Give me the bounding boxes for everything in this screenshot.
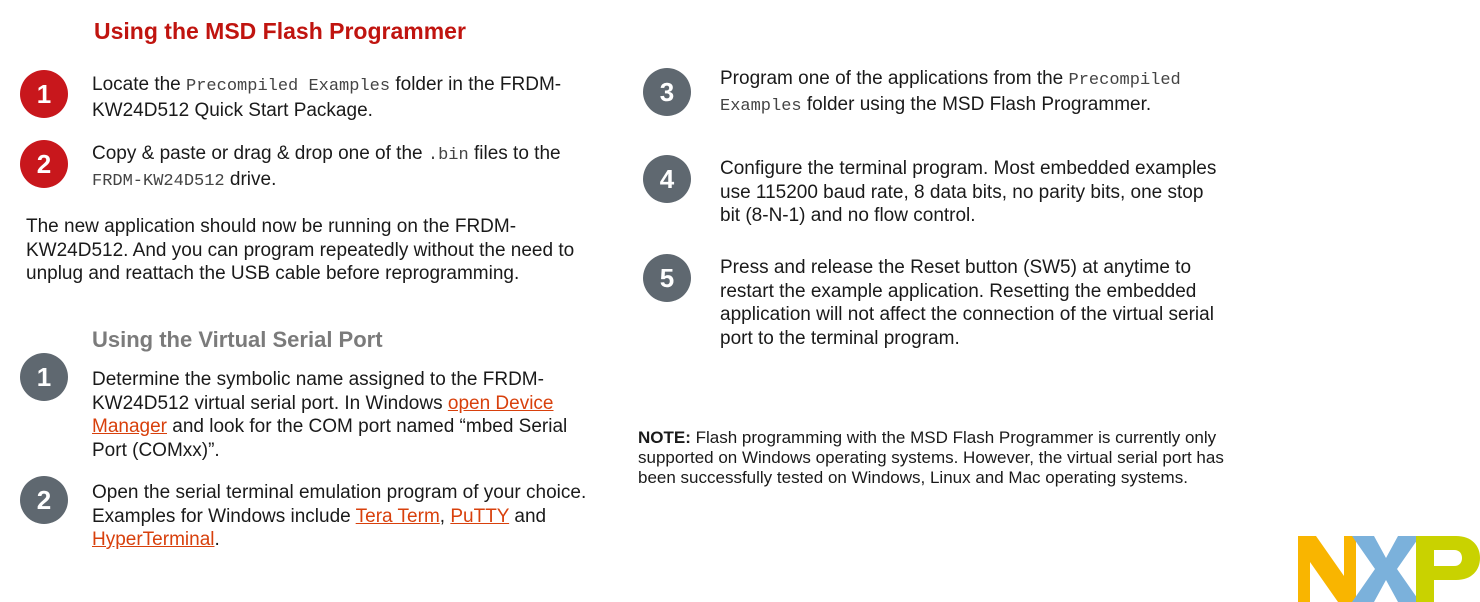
step-number-badge — [20, 353, 68, 401]
page-title: Using the MSD Flash Programmer — [94, 18, 466, 44]
step-number-badge — [643, 254, 691, 302]
step-text-part: Open the serial terminal emulation program of your choice. Examples for Windows include — [92, 482, 587, 527]
step-text-part: , — [439, 505, 451, 527]
step-text-part: drive. — [224, 168, 277, 190]
step-number-badge — [20, 476, 68, 524]
step-text-part: and — [509, 505, 547, 527]
right-step-4-text: Configure the terminal program. Most embedded examples use 115200 baud rate, 8 data bits, no parity bits, one stop bit (8-N-1) and no flow control. — [720, 158, 1217, 226]
note-label: NOTE: — [638, 428, 691, 447]
msd-step-2-text — [92, 142, 607, 193]
code-text: FRDM-KW24D512 — [92, 171, 225, 191]
hyperterminal-link[interactable]: HyperTerminal — [92, 529, 215, 550]
step-number-badge — [20, 70, 68, 118]
step-text-part: files to the — [468, 143, 561, 164]
step-text-part: Program one of the applications from the — [720, 68, 1069, 89]
device-manager-link[interactable]: open Device Manager — [92, 392, 554, 437]
note-text: Flash programming with the MSD Flash Programmer is currently only supported on Windows operating systems. However, the virtual serial port has been successfully tested on Windows, Linux and Mac operating systems. — [638, 428, 1224, 487]
right-step-3-text — [720, 67, 1220, 118]
code-text: Precompiled Examples — [186, 77, 391, 96]
step-number: 1 — [36, 361, 52, 392]
logo-n-shape — [1298, 536, 1356, 602]
step-number-badge — [643, 155, 691, 203]
step-text-part: and look for the COM port named “mbed Serial Port (COMxx)”. — [92, 416, 568, 461]
right-step-5-text: Press and release the Reset button (SW5) at anytime to restart the example application. Resetting the embedded application will not affect the connection of the virtual serial port to the terminal program. — [720, 257, 1214, 349]
step-text-part: Locate the — [92, 74, 187, 95]
step-text-part: folder in the FRDM-KW24D512 Quick Start Package. — [92, 74, 562, 121]
step-number: 5 — [659, 262, 675, 293]
msd-result-paragraph: The new application should now be running on the FRDM-KW24D512. And you can program repeatedly without the need to unplug and reattach the USB cable before reprogramming. — [26, 216, 575, 284]
step-text-part: folder using the MSD Flash Programmer. — [801, 93, 1152, 115]
step-number: 4 — [659, 163, 675, 194]
step-number: 2 — [36, 148, 52, 179]
step-number: 2 — [36, 484, 52, 515]
nxp-logo-icon — [1298, 536, 1480, 602]
tera-term-link[interactable]: Tera Term — [355, 505, 440, 527]
step-number-badge — [643, 68, 691, 116]
section-subtitle: Using the Virtual Serial Port — [92, 327, 383, 352]
step-text-part: Determine the symbolic name assigned to the FRDM-KW24D512 virtual serial port. In Windows — [92, 369, 544, 414]
code-text: Precompiled Examples — [720, 71, 1181, 116]
code-text: .bin — [427, 146, 469, 165]
step-number: 3 — [659, 76, 675, 107]
msd-step-1-text — [92, 73, 602, 122]
logo-p-shape — [1416, 536, 1480, 602]
step-text-part: . — [214, 529, 220, 550]
vsp-step-2-text — [92, 481, 602, 552]
logo-x-shape — [1352, 536, 1420, 602]
step-text-part: Copy & paste or drag & drop one of the — [92, 143, 428, 164]
putty-link[interactable]: PuTTY — [450, 505, 510, 527]
step-number-badge — [20, 140, 68, 188]
vsp-step-1-text — [92, 368, 582, 462]
step-number: 1 — [36, 78, 52, 109]
note-block — [638, 428, 1258, 488]
